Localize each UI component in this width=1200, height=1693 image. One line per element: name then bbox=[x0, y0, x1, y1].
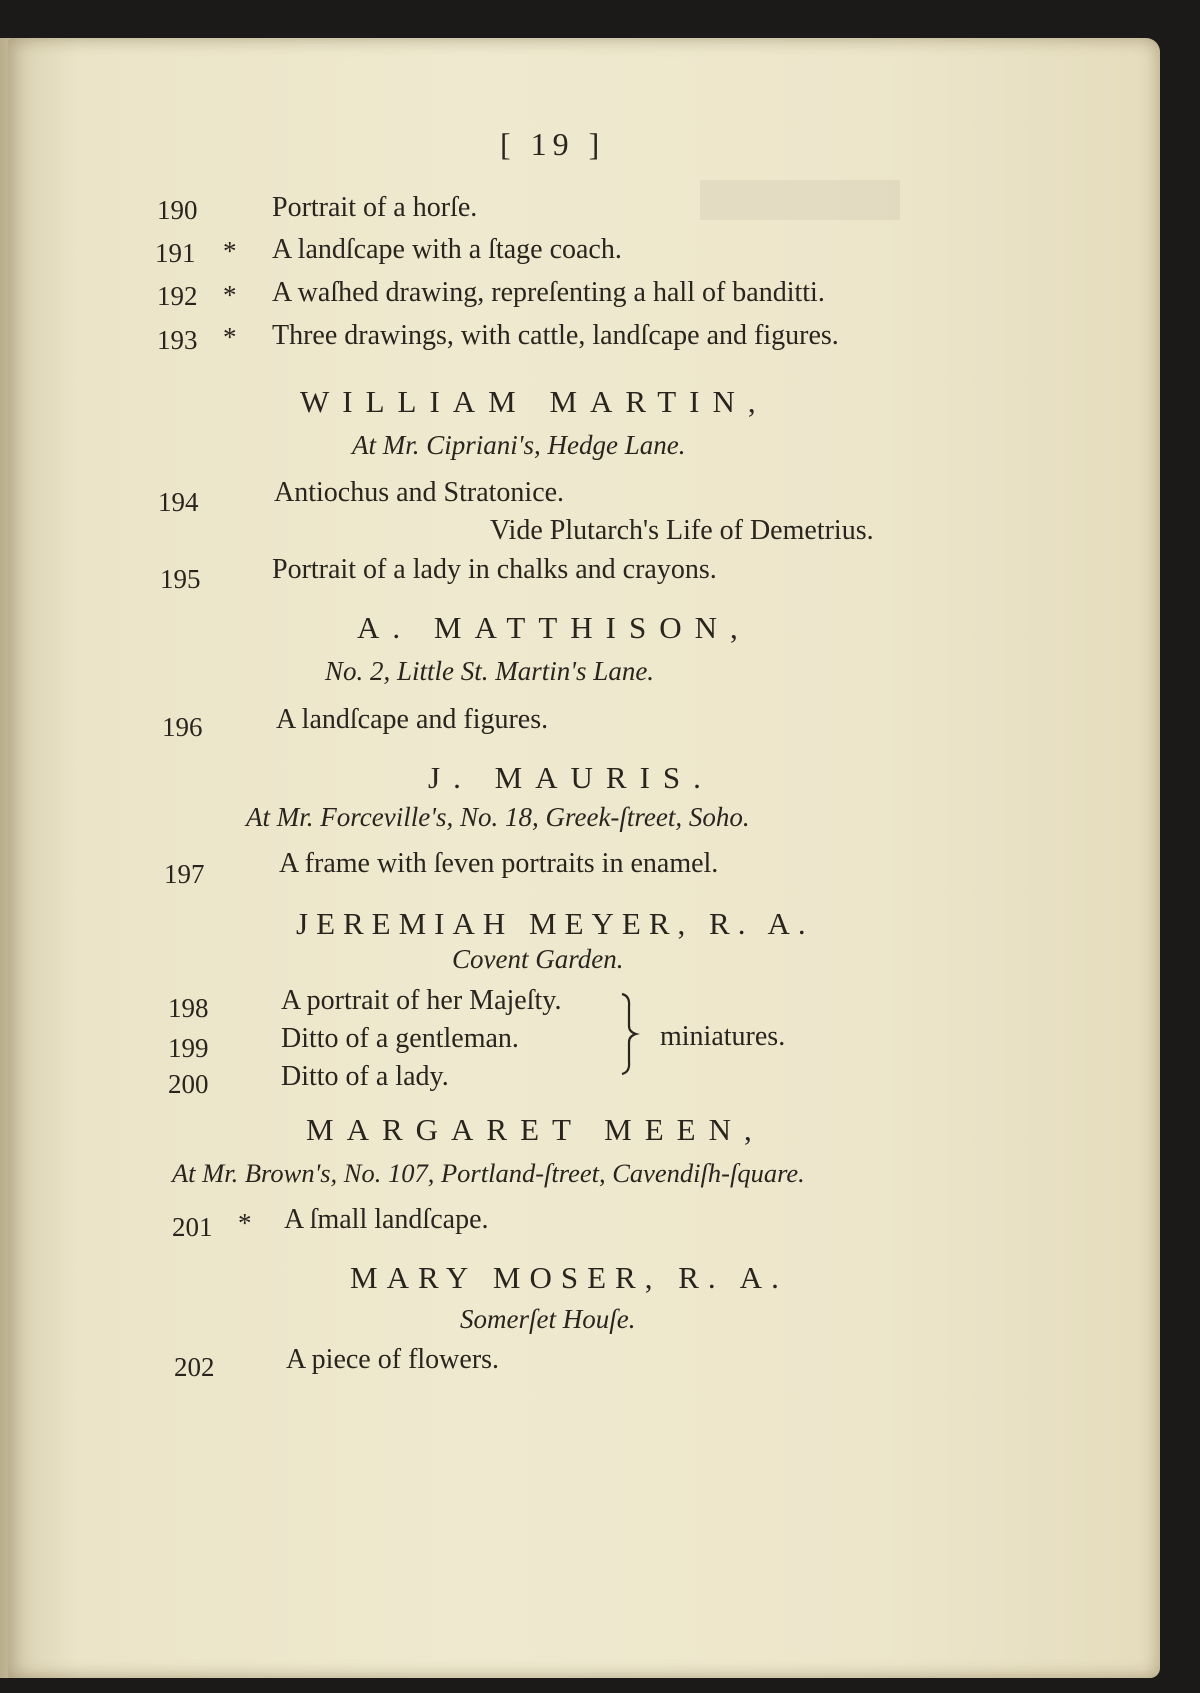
entry-title: A landſcape with a ſtage coach. bbox=[272, 234, 622, 265]
entry-number: 191 bbox=[155, 238, 196, 268]
entry-title: A waſhed drawing, repreſenting a hall of banditti. bbox=[272, 277, 825, 308]
artist-name: MARY MOSER, R. A. bbox=[350, 1260, 788, 1295]
entry-number: 202 bbox=[174, 1352, 215, 1382]
page-number: [ 19 ] bbox=[500, 126, 606, 162]
show-through-mark bbox=[700, 180, 900, 220]
entry-number: 197 bbox=[164, 859, 205, 889]
grouping-brace bbox=[618, 992, 640, 1076]
entry-title: Portrait of a lady in chalks and crayons. bbox=[272, 554, 717, 585]
entry-title: A ſmall landſcape. bbox=[284, 1204, 489, 1235]
entry-title: Portrait of a horſe. bbox=[272, 192, 478, 223]
entry-number: 196 bbox=[162, 712, 203, 742]
artist-address: Somerſet Houſe. bbox=[460, 1304, 636, 1334]
artist-address: Covent Garden. bbox=[452, 944, 624, 974]
artist-name: J. MAURIS. bbox=[428, 760, 714, 795]
artist-name: MARGARET MEEN, bbox=[306, 1112, 765, 1147]
artist-address: At Mr. Forceville's, No. 18, Greek-ſtreet, Soho. bbox=[246, 802, 750, 832]
artist-name: WILLIAM MARTIN, bbox=[300, 384, 769, 419]
entry-number: 194 bbox=[158, 487, 199, 517]
entry-title: A piece of flowers. bbox=[286, 1344, 500, 1375]
asterisk-mark: * bbox=[223, 236, 237, 266]
artist-address: At Mr. Brown's, No. 107, Portland-ſtreet, Cavendiſh-ſquare. bbox=[172, 1158, 805, 1188]
group-label: miniatures. bbox=[660, 1021, 786, 1052]
entry-note: Vide Plutarch's Life of Demetrius. bbox=[490, 515, 874, 546]
entry-number: 190 bbox=[157, 195, 198, 225]
entry-title: Ditto of a gentleman. bbox=[281, 1023, 519, 1054]
entry-title: A portrait of her Majeſty. bbox=[281, 985, 562, 1016]
entry-title: Antiochus and Stratonice. bbox=[274, 477, 565, 508]
entry-number: 198 bbox=[168, 993, 209, 1023]
entry-number: 200 bbox=[168, 1069, 209, 1099]
artist-address: No. 2, Little St. Martin's Lane. bbox=[325, 656, 655, 686]
entry-number: 201 bbox=[172, 1212, 213, 1242]
artist-name: JEREMIAH MEYER, R. A. bbox=[296, 906, 814, 941]
entry-number: 192 bbox=[157, 281, 198, 311]
entry-title: A landſcape and figures. bbox=[276, 704, 549, 735]
entry-number: 199 bbox=[168, 1033, 209, 1063]
entry-title: Three drawings, with cattle, landſcape and figures. bbox=[272, 320, 839, 351]
entry-title: Ditto of a lady. bbox=[281, 1061, 449, 1092]
artist-name: A. MATTHISON, bbox=[357, 610, 751, 645]
artist-address: At Mr. Cipriani's, Hedge Lane. bbox=[352, 430, 686, 460]
asterisk-mark: * bbox=[223, 322, 237, 352]
entry-number: 193 bbox=[157, 325, 198, 355]
asterisk-mark: * bbox=[223, 280, 237, 310]
asterisk-mark: * bbox=[238, 1208, 252, 1238]
entry-number: 195 bbox=[160, 564, 201, 594]
entry-title: A frame with ſeven portraits in enamel. bbox=[279, 848, 719, 879]
